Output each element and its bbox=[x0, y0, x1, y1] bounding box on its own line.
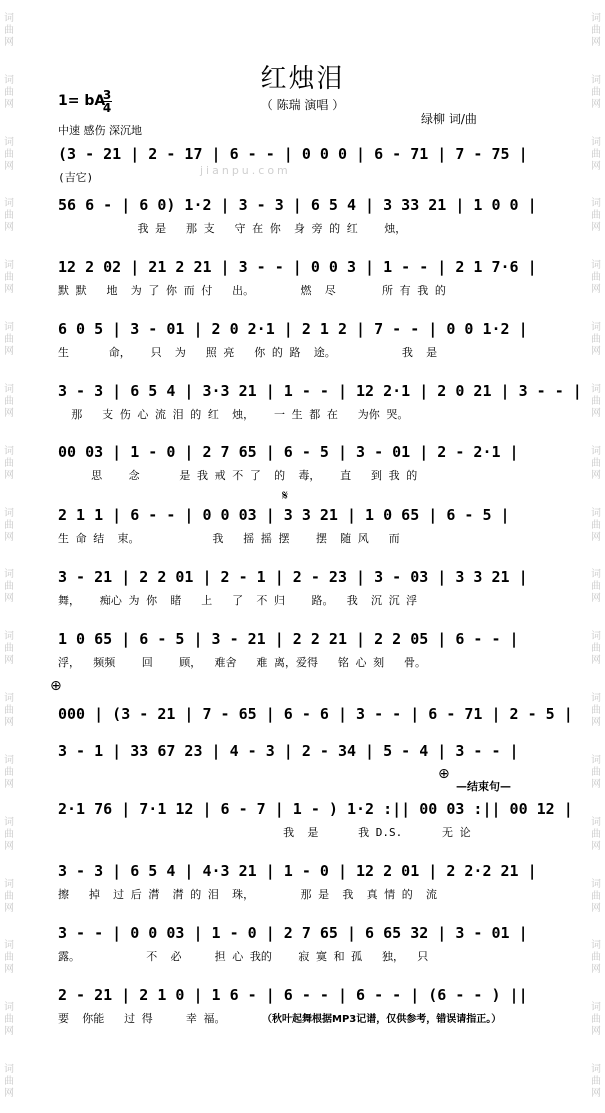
watermark-char: 词 曲 网 bbox=[591, 754, 601, 790]
notation-line: 3 - 1 | 33 67 23 | 4 - 3 | 2 - 34 | 5 - 4 | 3 - - | bbox=[58, 742, 519, 760]
key-signature: 1= bA bbox=[58, 93, 106, 109]
coda-icon-2: ⊕ bbox=[438, 766, 450, 782]
coda-icon: ⊕ bbox=[50, 678, 62, 694]
watermark-char: 词 曲 网 bbox=[4, 74, 14, 110]
watermark-char: 词 曲 网 bbox=[4, 878, 14, 914]
watermark-char: 词 曲 网 bbox=[591, 1063, 601, 1099]
watermark-char: 词 曲 网 bbox=[591, 693, 601, 729]
notation-line: 2 - 21 | 2 1 0 | 1 6 - | 6 - - | 6 - - | (6 - - ) || bbox=[58, 986, 528, 1004]
watermark-char: 词 曲 网 bbox=[4, 260, 14, 296]
watermark-char: 词 曲 网 bbox=[4, 631, 14, 667]
side-watermark-left bbox=[2, 0, 16, 1113]
lyric-line: 生 命 结 束。 我 摇 摇 摆 摆 随 风 而 bbox=[58, 532, 400, 545]
watermark-char: 词 曲 网 bbox=[591, 12, 601, 48]
watermark-char: 词 曲 网 bbox=[591, 74, 601, 110]
watermark-char: 词 曲 网 bbox=[4, 940, 14, 976]
notation-line: 6 0 5 | 3 - 01 | 2 0 2·1 | 2 1 2 | 7 - - | 0 0 1·2 | bbox=[58, 320, 528, 338]
watermark-char: 词 曲 网 bbox=[4, 198, 14, 234]
notation-line: 000 | (3 - 21 | 7 - 65 | 6 - 6 | 3 - - | 6 - 71 | 2 - 5 | bbox=[58, 705, 573, 723]
web-watermark: jianpu.com bbox=[200, 164, 291, 177]
watermark-char: 词 曲 网 bbox=[591, 136, 601, 172]
notation-line: 3 - - | 0 0 03 | 1 - 0 | 2 7 65 | 6 65 32 | 3 - 01 | bbox=[58, 924, 528, 942]
watermark-char: 词 曲 网 bbox=[4, 12, 14, 48]
watermark-char: 词 曲 网 bbox=[591, 322, 601, 358]
notation-line: 2·1 76 | 7·1 12 | 6 - 7 | 1 - ) 1·2 :|| 00 03 :|| 00 12 | bbox=[58, 800, 573, 818]
notation-line: 1 0 65 | 6 - 5 | 3 - 21 | 2 2 21 | 2 2 05 | 6 - - | bbox=[58, 630, 519, 648]
segno-icon: 𝄋 bbox=[282, 488, 289, 504]
tempo-marking: 中速 感伤 深沉地 bbox=[58, 124, 142, 137]
notation-line: 3 - 21 | 2 2 01 | 2 - 1 | 2 - 23 | 3 - 03 | 3 3 21 | bbox=[58, 568, 528, 586]
watermark-char: 词 曲 网 bbox=[4, 383, 14, 419]
notation-line: 56 6 - | 6 0) 1·2 | 3 - 3 | 6 5 4 | 3 33 21 | 1 0 0 | bbox=[58, 196, 537, 214]
author-credit: 绿柳 词/曲 bbox=[421, 112, 477, 126]
lyric-line: 擦 掉 过 后 潸 潸 的 泪 珠， 那 是 我 真 情 的 流 bbox=[58, 888, 438, 901]
watermark-char: 词 曲 网 bbox=[4, 136, 14, 172]
watermark-char: 词 曲 网 bbox=[591, 940, 601, 976]
lyric-line: 浮， 频频 回 顾， 难舍 难 离，爱得 铭 心 刻 骨。 bbox=[58, 656, 426, 669]
watermark-char: 词 曲 网 bbox=[4, 1063, 14, 1099]
singer-credit: （ 陈瑞 演唱 ） bbox=[260, 98, 345, 112]
watermark-char: 词 曲 网 bbox=[4, 507, 14, 543]
watermark-char: 词 曲 网 bbox=[591, 816, 601, 852]
watermark-char: 词 曲 网 bbox=[4, 693, 14, 729]
watermark-char: 词 曲 网 bbox=[591, 260, 601, 296]
song-title: 红烛泪 bbox=[260, 64, 345, 94]
time-signature: 3 4 bbox=[102, 88, 112, 115]
lyric-line: 思 念 是 我 戒 不 了 的 毒， 直 到 我 的 bbox=[58, 469, 418, 482]
lyric-line: 我 是 我 D.S. 无 论 bbox=[58, 826, 471, 839]
notation-line: 2 1 1 | 6 - - | 0 0 03 | 3 3 21 | 1 0 65 | 6 - 5 | bbox=[58, 506, 510, 524]
notation-line: 3 - 3 | 6 5 4 | 3·3 21 | 1 - - | 12 2·1 | 2 0 21 | 3 - - | bbox=[58, 382, 582, 400]
notation-line: 12 2 02 | 21 2 21 | 3 - - | 0 0 3 | 1 - - | 2 1 7·6 | bbox=[58, 258, 537, 276]
notation-line: (3 - 21 | 2 - 17 | 6 - - | 0 0 0 | 6 - 71 | 7 - 75 | bbox=[58, 145, 528, 163]
lyric-line: 舞， 痴心 为 你 睹 上 了 不 归 路。 我 沉 沉 浮 bbox=[58, 594, 418, 607]
lyric-line: 要 你能 过 得 幸 福。 bbox=[58, 1012, 226, 1025]
watermark-char: 词 曲 网 bbox=[4, 322, 14, 358]
watermark-char: 词 曲 网 bbox=[591, 383, 601, 419]
watermark-char: 词 曲 网 bbox=[591, 631, 601, 667]
footnote: （秋叶起舞根据MP3记谱，仅供参考，错误请指正。） bbox=[262, 1014, 502, 1025]
lyric-line: 那 支 伤 心 流 泪 的 红 烛， 一 生 都 在 为你 哭。 bbox=[58, 408, 409, 421]
watermark-char: 词 曲 网 bbox=[591, 445, 601, 481]
watermark-char: 词 曲 网 bbox=[4, 1002, 14, 1038]
side-watermark-right bbox=[589, 0, 603, 1113]
notation-line: 3 - 3 | 6 5 4 | 4·3 21 | 1 - 0 | 12 2 01 | 2 2·2 21 | bbox=[58, 862, 537, 880]
watermark-char: 词 曲 网 bbox=[591, 878, 601, 914]
end-phrase-label: —结束句— bbox=[456, 780, 511, 793]
watermark-char: 词 曲 网 bbox=[591, 198, 601, 234]
lyric-line: (吉它) bbox=[58, 171, 94, 184]
lyric-line: 露。 不 必 担 心 我的 寂 寞 和 孤 独， 只 bbox=[58, 950, 429, 963]
watermark-char: 词 曲 网 bbox=[591, 507, 601, 543]
lyric-line: 我 是 那 支 守 在 你 身 旁 的 红 烛， bbox=[58, 222, 407, 235]
notation-line: 00 03 | 1 - 0 | 2 7 65 | 6 - 5 | 3 - 01 | 2 - 2·1 | bbox=[58, 443, 519, 461]
watermark-char: 词 曲 网 bbox=[591, 1002, 601, 1038]
lyric-line: 默 默 地 为 了 你 而 付 出。 燃 尽 所 有 我 的 bbox=[58, 284, 446, 297]
watermark-char: 词 曲 网 bbox=[4, 445, 14, 481]
watermark-char: 词 曲 网 bbox=[4, 816, 14, 852]
lyric-line: 生 命， 只 为 照 亮 你 的 路 途。 我 是 bbox=[58, 346, 438, 359]
watermark-char: 词 曲 网 bbox=[591, 569, 601, 605]
watermark-char: 词 曲 网 bbox=[4, 754, 14, 790]
watermark-char: 词 曲 网 bbox=[4, 569, 14, 605]
